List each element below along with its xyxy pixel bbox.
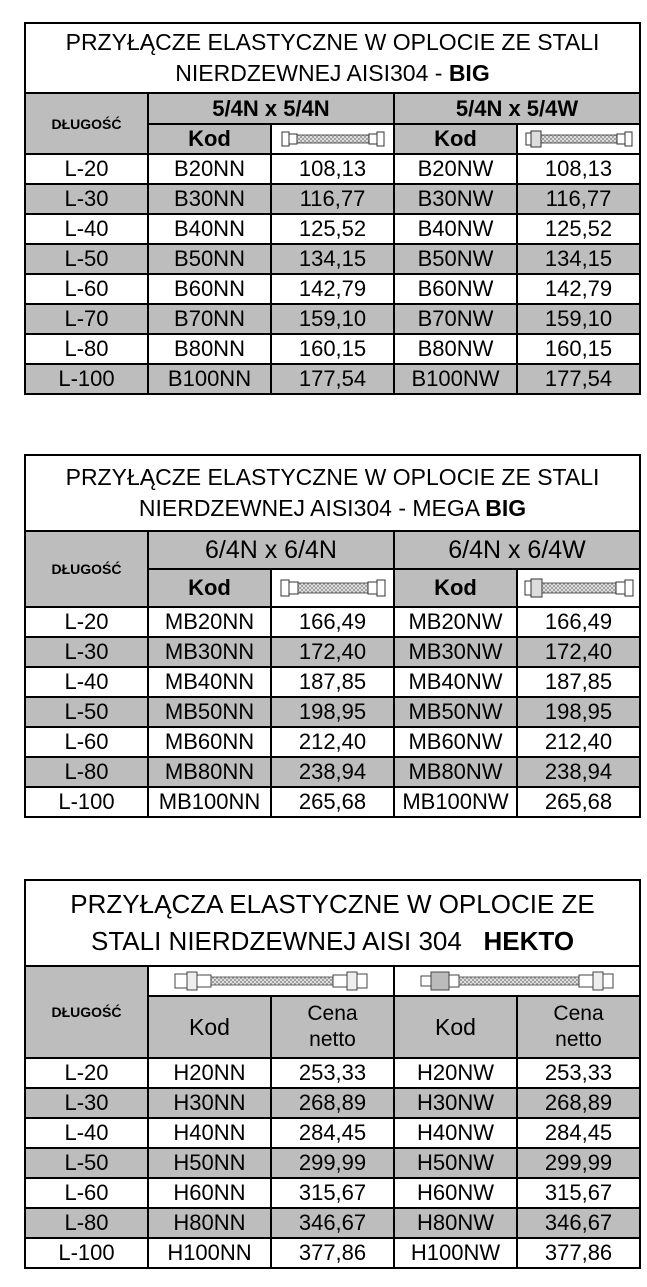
price-nw-cell: 187,85 (517, 667, 640, 697)
price-nw-cell: 212,40 (517, 727, 640, 757)
price-nn-cell: 346,67 (271, 1208, 394, 1238)
hose-nn-icon (271, 124, 394, 154)
price-nn-cell: 238,94 (271, 757, 394, 787)
code-nn-cell: B40NN (148, 214, 271, 244)
price-nw-cell: 160,15 (517, 334, 640, 364)
title-line-2: NIERDZEWNEJ AISI304 - MEGA (138, 495, 486, 521)
length-header: DŁUGOŚĆ (25, 93, 148, 154)
code-nw-cell: MB20NW (394, 607, 517, 637)
code-nn-cell: B80NN (148, 334, 271, 364)
code-nn-cell: B70NN (148, 304, 271, 334)
length-cell: L-30 (25, 1088, 148, 1118)
code-nn-cell: H30NN (148, 1088, 271, 1118)
price-table-hekto (24, 879, 641, 1269)
table-row (25, 214, 640, 244)
price-nw-cell: 268,89 (517, 1088, 640, 1118)
length-header: DŁUGOŚĆ (25, 531, 148, 607)
table-row (25, 697, 640, 727)
code-nw-cell: MB50NW (394, 697, 517, 727)
length-cell: L-40 (25, 214, 148, 244)
price-nn-cell: 159,10 (271, 304, 394, 334)
table-title (25, 23, 640, 93)
price-nn-cell: 166,49 (271, 607, 394, 637)
price-nn-cell: 160,15 (271, 334, 394, 364)
price-nw-cell: 159,10 (517, 304, 640, 334)
code-nw-cell: H80NW (394, 1208, 517, 1238)
code-nn-cell: H40NN (148, 1118, 271, 1148)
hose-nw-icon (517, 124, 640, 154)
table-row (25, 1208, 640, 1238)
price-nn-cell: 212,40 (271, 727, 394, 757)
length-cell: L-50 (25, 697, 148, 727)
code-nw-cell: B100NW (394, 364, 517, 394)
length-cell: L-80 (25, 757, 148, 787)
price-header-nw (517, 996, 640, 1058)
code-nn-cell: H100NN (148, 1238, 271, 1268)
title-line-2: NIERDZEWNEJ AISI304 - (175, 60, 449, 86)
price-nw-cell: 284,45 (517, 1118, 640, 1148)
price-nw-cell: 166,49 (517, 607, 640, 637)
price-nn-cell: 253,33 (271, 1058, 394, 1088)
code-nn-cell: H80NN (148, 1208, 271, 1238)
price-nn-cell: 377,86 (271, 1238, 394, 1268)
code-nn-cell: MB30NN (148, 637, 271, 667)
price-nw-cell: 377,86 (517, 1238, 640, 1268)
price-nw-cell: 198,95 (517, 697, 640, 727)
title-product-line: HEKTO (483, 926, 575, 956)
price-nn-cell: 172,40 (271, 637, 394, 667)
code-nw-cell: H50NW (394, 1148, 517, 1178)
table-row (25, 667, 640, 697)
length-cell: L-50 (25, 244, 148, 274)
length-cell: L-40 (25, 667, 148, 697)
price-nn-cell: 108,13 (271, 154, 394, 184)
group-header-nn: 5/4N x 5/4N (148, 93, 394, 124)
price-nw-cell: 108,13 (517, 154, 640, 184)
price-nw-cell: 299,99 (517, 1148, 640, 1178)
price-header-line-1: Cena (307, 1002, 358, 1025)
code-nn-cell: H60NN (148, 1178, 271, 1208)
code-nw-cell: MB80NW (394, 757, 517, 787)
hose-nn-icon (271, 569, 394, 607)
table-row (25, 727, 640, 757)
table-row (25, 1118, 640, 1148)
length-cell: L-30 (25, 637, 148, 667)
price-header-line-2: netto (309, 1028, 356, 1051)
length-cell: L-60 (25, 727, 148, 757)
price-nw-cell: 134,15 (517, 244, 640, 274)
table-row (25, 1148, 640, 1178)
code-nw-cell: MB30NW (394, 637, 517, 667)
length-cell: L-80 (25, 334, 148, 364)
table-row (25, 364, 640, 394)
title-line-1: PRZYŁĄCZA ELASTYCZNE W OPLOCIE ZE (70, 889, 595, 919)
code-nn-cell: MB100NN (148, 787, 271, 817)
price-nw-cell: 172,40 (517, 637, 640, 667)
table-row (25, 244, 640, 274)
length-cell: L-60 (25, 274, 148, 304)
code-nw-cell: B50NW (394, 244, 517, 274)
price-nn-cell: 265,68 (271, 787, 394, 817)
code-header-nn: Kod (148, 124, 271, 154)
hose-nw-icon (394, 966, 640, 996)
price-nw-cell: 238,94 (517, 757, 640, 787)
length-cell: L-60 (25, 1178, 148, 1208)
code-nn-cell: B100NN (148, 364, 271, 394)
length-cell: L-40 (25, 1118, 148, 1148)
table-row (25, 607, 640, 637)
price-nw-cell: 253,33 (517, 1058, 640, 1088)
code-nw-cell: MB100NW (394, 787, 517, 817)
price-table-mega-big (24, 454, 641, 818)
code-nn-cell: B50NN (148, 244, 271, 274)
code-nn-cell: MB80NN (148, 757, 271, 787)
code-header-nw: Kod (394, 996, 517, 1058)
code-header-nn: Kod (148, 996, 271, 1058)
table-row (25, 1058, 640, 1088)
length-cell: L-20 (25, 607, 148, 637)
code-nn-cell: B20NN (148, 154, 271, 184)
price-nn-cell: 299,99 (271, 1148, 394, 1178)
price-table-big (24, 22, 641, 395)
code-nw-cell: MB60NW (394, 727, 517, 757)
title-line-1: PRZYŁĄCZE ELASTYCZNE W OPLOCIE ZE STALI (65, 464, 600, 490)
code-nn-cell: B30NN (148, 184, 271, 214)
price-nw-cell: 116,77 (517, 184, 640, 214)
price-nn-cell: 116,77 (271, 184, 394, 214)
code-nw-cell: H30NW (394, 1088, 517, 1118)
length-cell: L-50 (25, 1148, 148, 1178)
table-row (25, 757, 640, 787)
price-nw-cell: 346,67 (517, 1208, 640, 1238)
price-nw-cell: 177,54 (517, 364, 640, 394)
length-cell: L-100 (25, 1238, 148, 1268)
code-header-nw: Kod (394, 124, 517, 154)
hose-nw-icon (517, 569, 640, 607)
code-nn-cell: MB40NN (148, 667, 271, 697)
table-row (25, 154, 640, 184)
code-nn-cell: MB60NN (148, 727, 271, 757)
code-nn-cell: H50NN (148, 1148, 271, 1178)
table-title (25, 455, 640, 531)
length-cell: L-20 (25, 1058, 148, 1088)
price-nn-cell: 268,89 (271, 1088, 394, 1118)
price-nn-cell: 187,85 (271, 667, 394, 697)
price-header-line-1: Cena (553, 1002, 604, 1025)
price-header-line-2: netto (555, 1028, 602, 1051)
code-nn-cell: MB20NN (148, 607, 271, 637)
hose-nn-icon (148, 966, 394, 996)
code-nw-cell: MB40NW (394, 667, 517, 697)
price-nn-cell: 177,54 (271, 364, 394, 394)
code-nw-cell: H100NW (394, 1238, 517, 1268)
price-header-nn (271, 996, 394, 1058)
price-nw-cell: 142,79 (517, 274, 640, 304)
table-row (25, 304, 640, 334)
group-header-nw: 5/4N x 5/4W (394, 93, 640, 124)
length-header: DŁUGOŚĆ (25, 966, 148, 1058)
table-row (25, 637, 640, 667)
code-nw-cell: B60NW (394, 274, 517, 304)
length-cell: L-30 (25, 184, 148, 214)
code-nw-cell: B30NW (394, 184, 517, 214)
table-row (25, 184, 640, 214)
title-line-1: PRZYŁĄCZE ELASTYCZNE W OPLOCIE ZE STALI (65, 29, 600, 55)
code-nw-cell: H40NW (394, 1118, 517, 1148)
price-nn-cell: 142,79 (271, 274, 394, 304)
code-nn-cell: B60NN (148, 274, 271, 304)
price-nn-cell: 125,52 (271, 214, 394, 244)
code-nw-cell: B40NW (394, 214, 517, 244)
code-nn-cell: MB50NN (148, 697, 271, 727)
price-nn-cell: 134,15 (271, 244, 394, 274)
table-title (25, 880, 640, 966)
table-row (25, 787, 640, 817)
price-nw-cell: 265,68 (517, 787, 640, 817)
length-cell: L-100 (25, 787, 148, 817)
code-nw-cell: B20NW (394, 154, 517, 184)
code-nw-cell: H60NW (394, 1178, 517, 1208)
length-cell: L-100 (25, 364, 148, 394)
table-row (25, 1178, 640, 1208)
title-product-line: BIG (448, 60, 490, 86)
price-nn-cell: 284,45 (271, 1118, 394, 1148)
code-nw-cell: B80NW (394, 334, 517, 364)
code-nw-cell: B70NW (394, 304, 517, 334)
table-row (25, 1088, 640, 1118)
price-nw-cell: 315,67 (517, 1178, 640, 1208)
group-header-nn: 6/4N x 6/4N (148, 531, 394, 569)
group-header-nw: 6/4N x 6/4W (394, 531, 640, 569)
code-header-nn: Kod (148, 569, 271, 607)
length-cell: L-70 (25, 304, 148, 334)
price-nw-cell: 125,52 (517, 214, 640, 244)
title-product-line: BIG (485, 495, 527, 521)
code-nw-cell: H20NW (394, 1058, 517, 1088)
length-cell: L-20 (25, 154, 148, 184)
table-row (25, 1238, 640, 1268)
code-nn-cell: H20NN (148, 1058, 271, 1088)
code-header-nw: Kod (394, 569, 517, 607)
table-row (25, 334, 640, 364)
title-line-2: STALI NIERDZEWNEJ AISI 304 (91, 926, 484, 956)
price-nn-cell: 315,67 (271, 1178, 394, 1208)
price-nn-cell: 198,95 (271, 697, 394, 727)
table-row (25, 274, 640, 304)
length-cell: L-80 (25, 1208, 148, 1238)
